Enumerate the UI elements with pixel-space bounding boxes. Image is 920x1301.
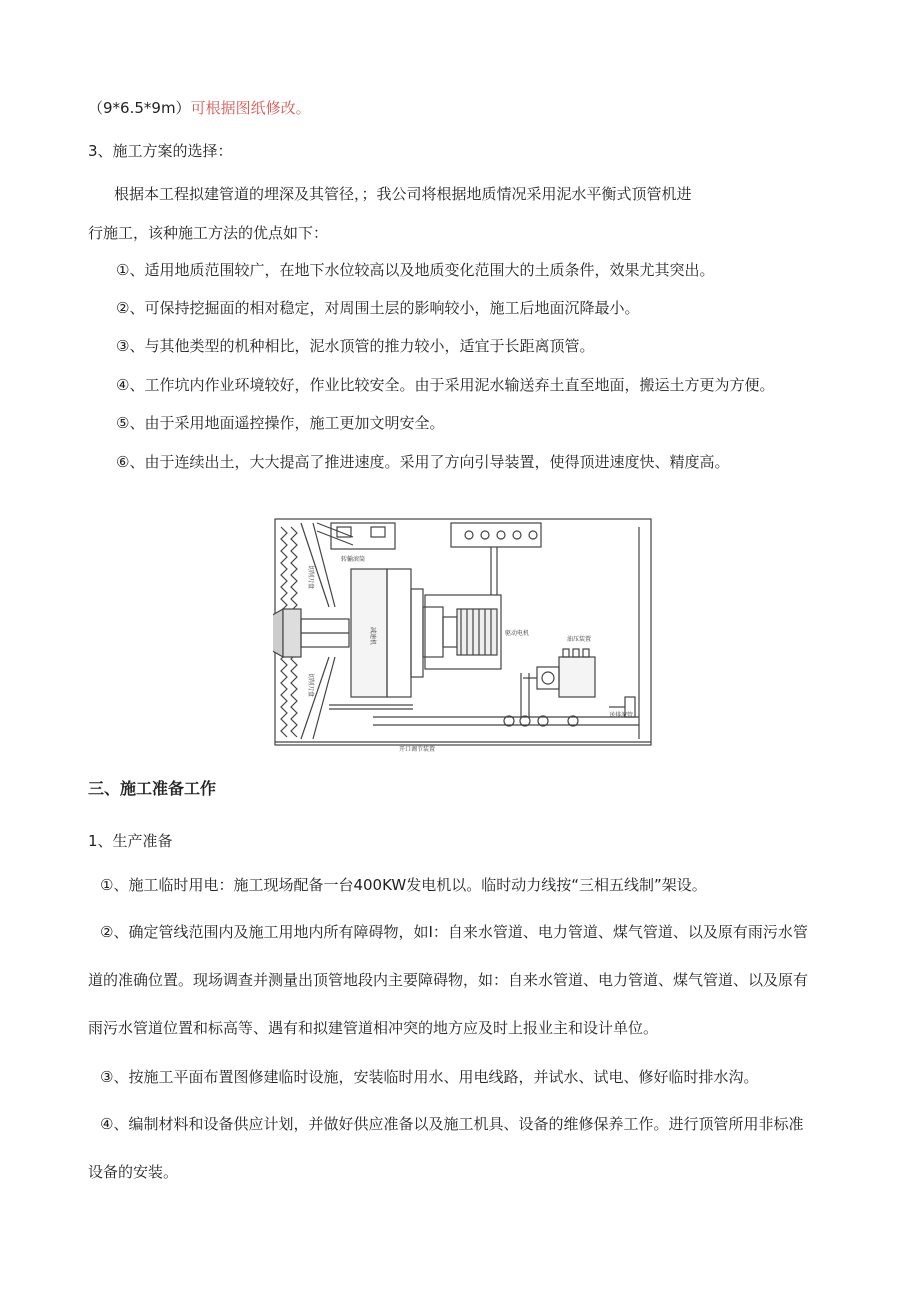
intro-note: 可根据图纸修改。 [190, 99, 311, 117]
intro-dims: （9*6.5*9m） [88, 99, 191, 117]
advantage-item: ③、与其他类型的机种相比，泥水顶管的推力较小，适宜于长距离顶管。 [116, 337, 595, 355]
label-reducer: 减速机 [369, 627, 376, 646]
advantage-item: ⑤、由于采用地面遥控操作，施工更加文明安全。 [116, 414, 445, 432]
label-top-box: 转輸滚筒 [341, 556, 366, 563]
advantage-item: ①、适用地质范围较广，在地下水位较高以及地质变化范围大的土质条件，效果尤其突出。 [116, 261, 715, 279]
section-three-sub: 1、生产准备 [88, 832, 173, 850]
prep-item: ①、施工临时用电：施工现场配备一台400KW发电机以。临时动力线按“三相五线制”架设。 [100, 876, 707, 894]
label-hydraulic: 油压装置 [567, 636, 592, 643]
prep-item: ②、确定管线范围内及施工用地内所有障碍物，如I：自来水管道、电力管道、煤气管道、以及原有雨污水管 [100, 923, 808, 941]
intro-line [88, 98, 311, 118]
section3-heading: 3、施工方案的选择： [88, 142, 233, 160]
prep-item-cont: 设备的安装。 [88, 1163, 179, 1181]
prep-item: ④、编制材料和设备供应计划，并做好供应准备以及施工机具、设备的维修保养工作。进行顶管所用非标准 [100, 1115, 804, 1133]
advantage-item: ⑥、由于连续出土，大大提高了推进速度。采用了方向引导装置，使得顶进速度快、精度高。 [116, 453, 730, 471]
label-cutter-bottom: 切削刀盘 [307, 673, 314, 698]
label-bottom: 开口调节装置 [399, 746, 436, 753]
prep-item-cont: 道的准确位置。现场调查并测量出顶管地段内主要障碍物，如：自来水管道、电力管道、煤气管道、以及原有 [88, 971, 809, 989]
advantage-item: ④、工作坑内作业环境较好，作业比较安全。由于采用泥水输送弃土直至地面，搬运土方更为方便。 [116, 376, 775, 394]
pipe-jacking-machine-diagram [273, 517, 655, 753]
section3-para-line2: 行施工，该种施工方法的优点如下： [88, 224, 329, 242]
section-three-title: 三、施工准备工作 [88, 779, 217, 798]
label-pipe: 送排泥管 [609, 712, 634, 719]
label-motor: 驱动电机 [505, 630, 530, 637]
prep-item-cont: 雨污水管道位置和标高等、遇有和拟建管道相冲突的地方应及时上报业主和设计单位。 [88, 1019, 659, 1037]
prep-item: ③、按施工平面布置图修建临时设施，安装临时用水、用电线路，并试水、试电、修好临时排水沟。 [100, 1068, 759, 1086]
label-cutter-top: 切削刀盘 [307, 565, 314, 590]
section3-para-line1: 根据本工程拟建管道的埋深及其管径，；我公司将根据地质情况采用泥水平衡式顶管机进 [114, 185, 692, 203]
advantage-item: ②、可保持挖掘面的相对稳定，对周围土层的影响较小，施工后地面沉降最小。 [116, 299, 640, 317]
